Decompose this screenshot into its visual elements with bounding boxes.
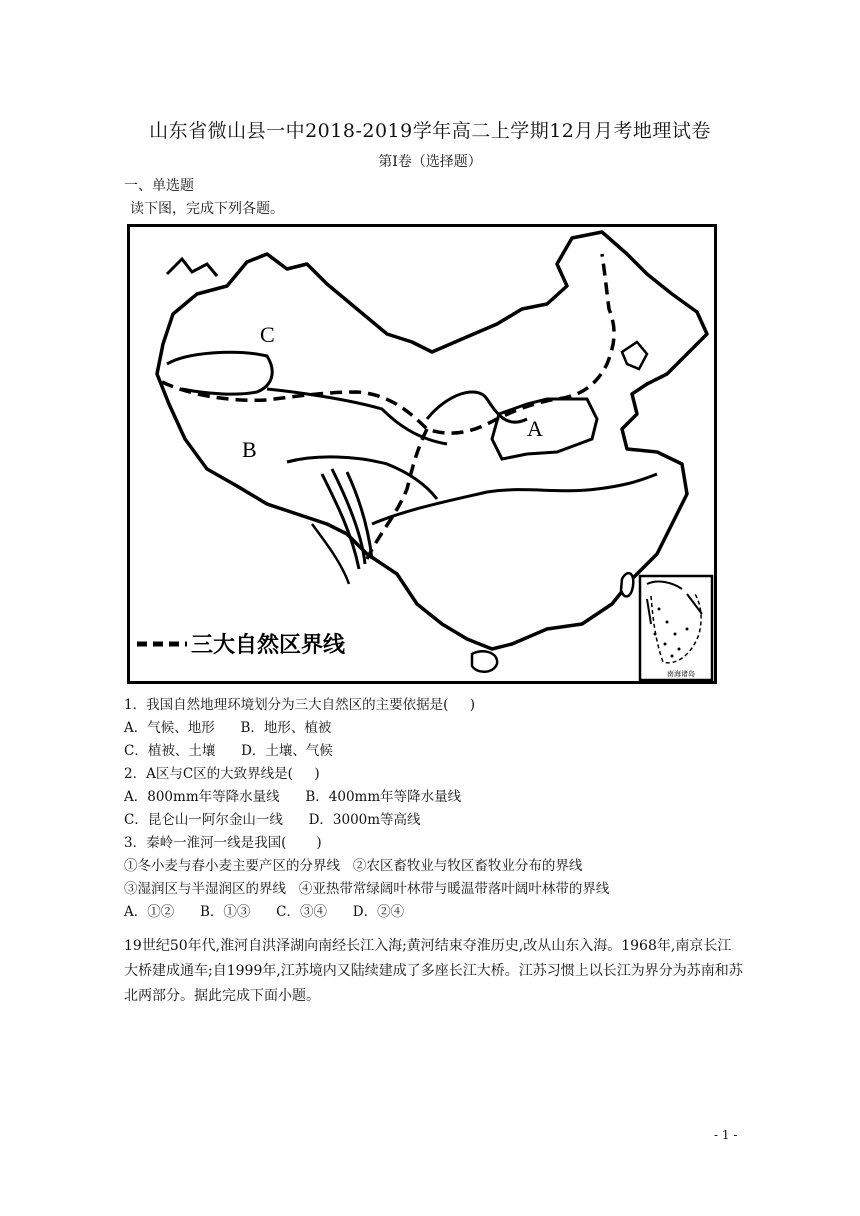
legend-label: 三大自然区界线 — [191, 633, 346, 658]
section-heading: 一、单选题 — [124, 178, 194, 194]
question-1-stem: 1．我国自然地理环境划分为三大自然区的主要依据是( ) — [124, 697, 476, 713]
question-3-options: A．①② B．①③ C．③④ D．②④ — [124, 904, 405, 920]
section-volume-title: 第I卷（选择题） — [378, 154, 482, 170]
china-natural-regions-map — [127, 224, 717, 684]
reading-passage: 19世纪50年代,淮河自洪泽湖向南经长江入海;黄河结束夺淮历史,改从山东入海。1968年,南京长江大桥建成通车;自1999年,江苏境内又陆续建成了多座长江大桥。江苏习惯上以长江为界分为苏南和苏北两部分。据此完成下面小题。 — [124, 938, 743, 1004]
question-3-statement-line-1: ①冬小麦与春小麦主要产区的分界线 ②农区畜牧业与牧区畜牧业分布的界线 — [124, 858, 583, 874]
map-border — [129, 226, 716, 683]
question-3-stem: 3．秦岭一淮河一线是我国( ) — [124, 835, 322, 851]
instruction-text: 读下图，完成下列各题。 — [130, 201, 284, 217]
question-2-options-line-1: A．800mm年等降水量线 B．400mm年等降水量线 — [124, 789, 462, 805]
map-svg — [127, 224, 717, 684]
region-label-a: A — [527, 416, 543, 441]
question-1-options-line-2: C．植被、土壤 D．土壤、气候 — [124, 743, 333, 759]
document-title: 山东省微山县一中2018-2019学年高二上学期12月月考地理试卷 — [149, 120, 711, 142]
question-2-options-line-2: C．昆仑山一阿尔金山一线 D．3000m等高线 — [124, 812, 421, 828]
hainan-island — [472, 651, 497, 672]
south-china-sea-inset — [640, 576, 712, 680]
inset-caption: 南海诸岛 — [667, 670, 695, 678]
region-label-b: B — [242, 437, 257, 462]
question-3-statement-line-2: ③湿润区与半湿润区的界线 ④亚热带常绿阔叶林带与暖温带落叶阔叶林带的界线 — [124, 881, 610, 897]
region-label-c: C — [260, 322, 275, 347]
page-number: - 1 - — [714, 1128, 738, 1142]
question-2-stem: 2．A区与C区的大致界线是( ) — [124, 766, 320, 782]
taiwan-island — [621, 573, 633, 596]
question-1-options-line-1: A．气候、地形 B．地形、植被 — [124, 720, 332, 736]
